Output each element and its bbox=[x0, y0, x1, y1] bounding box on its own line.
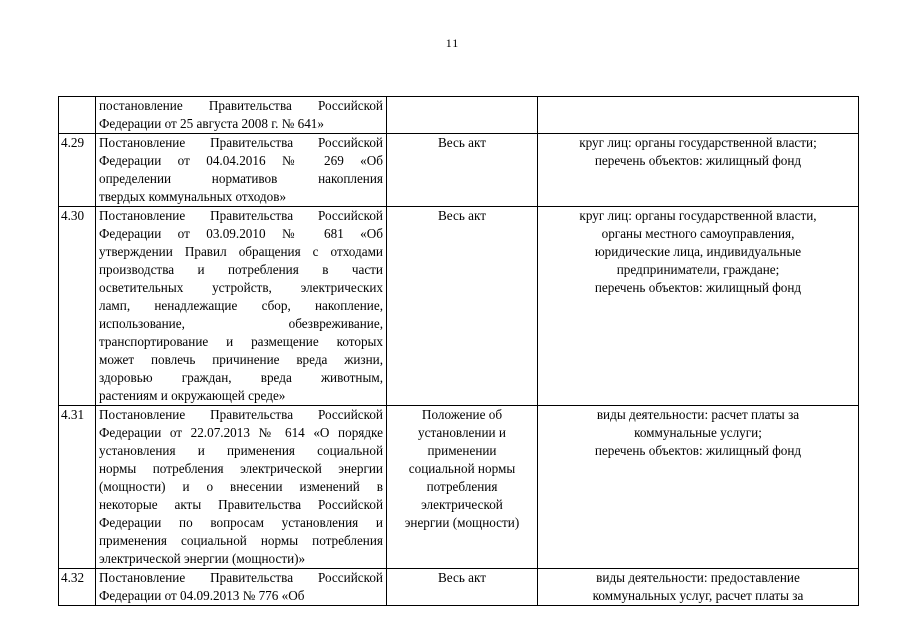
row-number: 4.31 bbox=[59, 406, 96, 569]
act-scope bbox=[387, 134, 538, 207]
act-name bbox=[96, 134, 387, 207]
act-name bbox=[96, 406, 387, 569]
act-name-line: Федерации от 25 августа 2008 г. № 641» bbox=[99, 116, 324, 131]
act-scope-line: энергии (мощности) bbox=[404, 515, 520, 530]
act-scope-line: Весь акт bbox=[438, 208, 486, 223]
act-note-line: коммунальные услуги; bbox=[634, 425, 762, 440]
act-note bbox=[538, 569, 859, 606]
table-row bbox=[59, 406, 859, 569]
act-note-line: виды деятельности: расчет платы за bbox=[596, 407, 800, 422]
act-scope-line: Весь акт bbox=[438, 570, 486, 585]
regulations-table bbox=[58, 96, 859, 606]
act-note-line: виды деятельности: предоставление bbox=[596, 570, 800, 585]
act-scope-line: Весь акт bbox=[438, 135, 486, 150]
act-name-line: Федерации от 03.09.2010 № 681 «Об bbox=[99, 226, 383, 241]
act-name-line: утверждении Правил обращения с отходами bbox=[99, 244, 383, 259]
act-note-line: круг лиц: органы государственной власти; bbox=[579, 135, 817, 150]
act-name-line: Постановление Правительства Российской bbox=[99, 407, 383, 422]
act-note bbox=[538, 207, 859, 406]
act-name-line: Федерации от 04.09.2013 № 776 «Об bbox=[99, 588, 305, 603]
act-name-line: электрической энергии (мощности)» bbox=[99, 551, 306, 566]
act-note-line: юридические лица, индивидуальные bbox=[594, 244, 802, 259]
act-name-line: нормы потребления электрической энергии bbox=[99, 461, 383, 476]
act-name-line: (мощности) и о внесении изменений в bbox=[99, 479, 383, 494]
table-row bbox=[59, 569, 859, 606]
act-name-line: Федерации от 04.04.2016 № 269 «Об bbox=[99, 153, 383, 168]
row-number: 4.29 bbox=[59, 134, 96, 207]
act-name-line: определении нормативов накопления bbox=[99, 171, 383, 186]
act-name-line: растениям и окружающей среде» bbox=[99, 388, 286, 403]
act-name-line: установления и применения социальной bbox=[99, 443, 383, 458]
act-name bbox=[96, 207, 387, 406]
act-name-line: Федерации от 22.07.2013 № 614 «О порядке bbox=[99, 425, 383, 440]
act-name bbox=[96, 569, 387, 606]
act-scope-line: применении bbox=[427, 443, 497, 458]
act-scope bbox=[387, 207, 538, 406]
row-number: 4.32 bbox=[59, 569, 96, 606]
page-number: 11 bbox=[445, 36, 460, 50]
act-scope-line: потребления bbox=[426, 479, 498, 494]
act-name-line: транспортирование и размещение которых bbox=[99, 334, 383, 349]
act-name-line: Постановление Правительства Российской bbox=[99, 135, 383, 150]
act-scope-line: Положение об bbox=[421, 407, 503, 422]
row-number: 4.30 bbox=[59, 207, 96, 406]
act-name-line: Федерации по вопросам установления и bbox=[99, 515, 383, 530]
act-name-line: твердых коммунальных отходов» bbox=[99, 189, 287, 204]
act-name-line: Постановление Правительства Российской bbox=[99, 208, 383, 223]
act-note-line: круг лиц: органы государственной власти, bbox=[579, 208, 817, 223]
act-note-line: коммунальных услуг, расчет платы за bbox=[592, 588, 804, 603]
act-note-line: предприниматели, граждане; bbox=[616, 262, 780, 277]
act-name-line: может повлечь причинение вреда жизни, bbox=[99, 352, 383, 367]
act-scope-line: электрической bbox=[421, 497, 503, 512]
act-note-line: перечень объектов: жилищный фонд bbox=[594, 280, 802, 295]
act-scope bbox=[387, 569, 538, 606]
act-scope-line: социальной нормы bbox=[408, 461, 516, 476]
act-note-line: перечень объектов: жилищный фонд bbox=[594, 153, 802, 168]
act-name-line: Постановление Правительства Российской bbox=[99, 570, 383, 585]
act-name-line: ламп, ненадлежащие сбор, накопление, bbox=[99, 298, 383, 313]
act-note bbox=[538, 97, 859, 134]
table-row bbox=[59, 207, 859, 406]
act-scope-line: установлении и bbox=[418, 425, 506, 440]
act-note bbox=[538, 406, 859, 569]
table-row bbox=[59, 134, 859, 207]
act-name-line: использование, обезвреживание, bbox=[99, 316, 383, 331]
act-scope bbox=[387, 97, 538, 134]
act-note bbox=[538, 134, 859, 207]
act-note-line: органы местного самоуправления, bbox=[601, 226, 795, 241]
act-name bbox=[96, 97, 387, 134]
act-note-line: перечень объектов: жилищный фонд bbox=[594, 443, 802, 458]
act-name-line: постановление Правительства Российской bbox=[99, 98, 383, 113]
act-name-line: применения социальной нормы потребления bbox=[99, 533, 383, 548]
act-name-line: осветительных устройств, электрических bbox=[99, 280, 383, 295]
act-name-line: здоровью граждан, вреда животным, bbox=[99, 370, 383, 385]
table-row bbox=[59, 97, 859, 134]
row-number bbox=[59, 97, 96, 134]
act-name-line: производства и потребления в части bbox=[99, 262, 383, 277]
act-name-line: некоторые акты Правительства Российской bbox=[99, 497, 383, 512]
act-scope bbox=[387, 406, 538, 569]
